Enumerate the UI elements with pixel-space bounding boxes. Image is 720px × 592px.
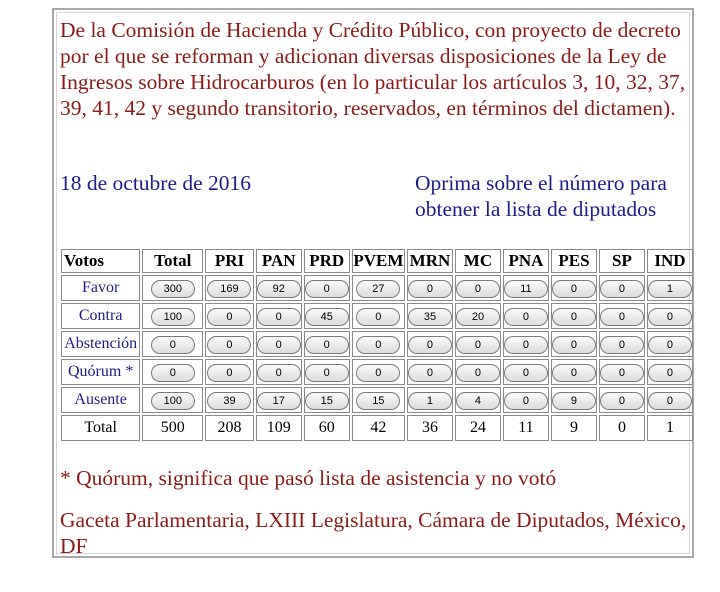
table-row-abstencion	[61, 331, 693, 357]
cell-quorum-ind	[647, 359, 693, 385]
cell-ausente-pvem	[352, 387, 405, 413]
count-button-quorum-pna[interactable]: 0	[504, 364, 548, 382]
cell-contra-pan	[256, 303, 302, 329]
total-cell-mc: 24	[455, 415, 501, 441]
count-button-ausente-mrn[interactable]: 1	[408, 392, 452, 410]
table-row-total	[61, 415, 693, 441]
cell-favor-pan	[256, 275, 302, 301]
cell-favor-prd	[304, 275, 350, 301]
total-cell-pna: 11	[503, 415, 549, 441]
cell-abstencion-pvem	[352, 331, 405, 357]
cell-abstencion-total	[142, 331, 203, 357]
cell-contra-pes	[551, 303, 597, 329]
col-header-mc: MC	[455, 249, 501, 273]
count-button-contra-prd[interactable]: 45	[305, 308, 349, 326]
col-header-total: Total	[142, 249, 203, 273]
count-button-abstencion-mrn[interactable]: 0	[408, 336, 452, 354]
cell-contra-prd	[304, 303, 350, 329]
cell-ausente-sp	[599, 387, 645, 413]
cell-abstencion-mrn	[407, 331, 453, 357]
count-button-contra-pan[interactable]: 0	[257, 308, 301, 326]
cell-contra-pna	[503, 303, 549, 329]
count-button-quorum-mc[interactable]: 0	[456, 364, 500, 382]
row-label-abstencion[interactable]: Abstención	[61, 331, 140, 357]
count-button-ausente-pan[interactable]: 17	[257, 392, 301, 410]
source-footer: Gaceta Parlamentaria, LXIII Legislatura, Cámara de Diputados, México, DF	[60, 508, 687, 558]
count-button-abstencion-pna[interactable]: 0	[504, 336, 548, 354]
count-button-ausente-pna[interactable]: 0	[504, 392, 548, 410]
cell-quorum-mc	[455, 359, 501, 385]
count-button-favor-ind[interactable]: 1	[648, 280, 692, 298]
cell-contra-total	[142, 303, 203, 329]
cell-quorum-total	[142, 359, 203, 385]
cell-abstencion-pna	[503, 331, 549, 357]
row-label-contra[interactable]: Contra	[61, 303, 140, 329]
count-button-abstencion-total[interactable]: 0	[151, 336, 195, 354]
count-button-abstencion-ind[interactable]: 0	[648, 336, 692, 354]
count-button-quorum-pan[interactable]: 0	[257, 364, 301, 382]
col-header-votos: Votos	[61, 249, 140, 273]
cell-quorum-pvem	[352, 359, 405, 385]
cell-abstencion-prd	[304, 331, 350, 357]
count-button-ausente-ind[interactable]: 0	[648, 392, 692, 410]
cell-abstencion-pri	[205, 331, 253, 357]
initiative-description: De la Comisión de Hacienda y Crédito Público, con proyecto de decreto por el que se reforman y adicionan diversas disposiciones de la Ley de Ingresos sobre Hidrocarburos (en lo particular los artículos 3, 10, 32, 37, 39, 41, 42 y segundo transitorio, reservados, en términos del dictamen).	[60, 18, 686, 120]
cell-favor-pes	[551, 275, 597, 301]
count-button-contra-pri[interactable]: 0	[207, 308, 251, 326]
col-header-pna: PNA	[503, 249, 549, 273]
col-header-ind: IND	[647, 249, 693, 273]
cell-ausente-pes	[551, 387, 597, 413]
total-cell-ind: 1	[647, 415, 693, 441]
votes-table	[59, 247, 695, 443]
total-cell-total: 500	[142, 415, 203, 441]
row-label-quorum[interactable]: Quórum *	[61, 359, 140, 385]
cell-abstencion-mc	[455, 331, 501, 357]
cell-favor-mrn	[407, 275, 453, 301]
cell-ausente-prd	[304, 387, 350, 413]
row-label-total: Total	[61, 415, 140, 441]
cell-quorum-pri	[205, 359, 253, 385]
count-button-ausente-sp[interactable]: 0	[600, 392, 644, 410]
total-cell-pan: 109	[256, 415, 302, 441]
count-button-abstencion-pan[interactable]: 0	[257, 336, 301, 354]
count-button-favor-pes[interactable]: 0	[552, 280, 596, 298]
cell-ausente-pna	[503, 387, 549, 413]
cell-favor-sp	[599, 275, 645, 301]
cell-ausente-ind	[647, 387, 693, 413]
count-button-quorum-pri[interactable]: 0	[207, 364, 251, 382]
count-button-quorum-pvem[interactable]: 0	[356, 364, 400, 382]
col-header-prd: PRD	[304, 249, 350, 273]
vote-panel-inner	[56, 12, 690, 558]
count-button-abstencion-sp[interactable]: 0	[600, 336, 644, 354]
count-button-contra-pvem[interactable]: 0	[356, 308, 400, 326]
col-header-pvem: PVEM	[352, 249, 405, 273]
count-button-ausente-pes[interactable]: 9	[552, 392, 596, 410]
count-button-quorum-ind[interactable]: 0	[648, 364, 692, 382]
table-row-favor	[61, 275, 693, 301]
count-button-contra-mc[interactable]: 20	[456, 308, 500, 326]
row-label-ausente[interactable]: Ausente	[61, 387, 140, 413]
vote-date: 18 de octubre de 2016	[60, 171, 252, 195]
cell-favor-mc	[455, 275, 501, 301]
count-button-contra-pna[interactable]: 0	[504, 308, 548, 326]
count-button-contra-sp[interactable]: 0	[600, 308, 644, 326]
cell-ausente-pri	[205, 387, 253, 413]
cell-contra-sp	[599, 303, 645, 329]
count-button-ausente-total[interactable]: 100	[151, 392, 195, 410]
instruction-text: Oprima sobre el número para obtener la lista de diputados	[415, 171, 667, 221]
total-cell-prd: 60	[304, 415, 350, 441]
cell-abstencion-pes	[551, 331, 597, 357]
col-header-sp: SP	[599, 249, 645, 273]
col-header-pes: PES	[551, 249, 597, 273]
cell-favor-ind	[647, 275, 693, 301]
col-header-pan: PAN	[256, 249, 302, 273]
count-button-ausente-prd[interactable]: 15	[305, 392, 349, 410]
count-button-quorum-mrn[interactable]: 0	[408, 364, 452, 382]
vote-panel	[52, 8, 694, 558]
cell-contra-ind	[647, 303, 693, 329]
count-button-abstencion-pri[interactable]: 0	[207, 336, 251, 354]
cell-contra-pvem	[352, 303, 405, 329]
cell-ausente-mrn	[407, 387, 453, 413]
cell-contra-mrn	[407, 303, 453, 329]
count-button-favor-mc[interactable]: 0	[456, 280, 500, 298]
cell-favor-pna	[503, 275, 549, 301]
count-button-contra-ind[interactable]: 0	[648, 308, 692, 326]
total-cell-pri: 208	[205, 415, 253, 441]
count-button-contra-mrn[interactable]: 35	[408, 308, 452, 326]
cell-quorum-mrn	[407, 359, 453, 385]
table-header-row	[61, 249, 693, 273]
count-button-favor-mrn[interactable]: 0	[408, 280, 452, 298]
count-button-favor-pna[interactable]: 11	[504, 280, 548, 298]
count-button-quorum-pes[interactable]: 0	[552, 364, 596, 382]
count-button-quorum-prd[interactable]: 0	[305, 364, 349, 382]
count-button-ausente-mc[interactable]: 4	[456, 392, 500, 410]
count-button-favor-sp[interactable]: 0	[600, 280, 644, 298]
count-button-contra-pes[interactable]: 0	[552, 308, 596, 326]
count-button-favor-pan[interactable]: 92	[257, 280, 301, 298]
count-button-ausente-pvem[interactable]: 15	[356, 392, 400, 410]
count-button-favor-total[interactable]: 300	[151, 280, 195, 298]
count-button-quorum-total[interactable]: 0	[151, 364, 195, 382]
table-row-quorum	[61, 359, 693, 385]
count-button-abstencion-pes[interactable]: 0	[552, 336, 596, 354]
quorum-note: * Quórum, significa que pasó lista de asistencia y no votó	[60, 466, 557, 490]
table-row-contra	[61, 303, 693, 329]
count-button-ausente-pri[interactable]: 39	[207, 392, 251, 410]
count-button-quorum-sp[interactable]: 0	[600, 364, 644, 382]
col-header-pri: PRI	[205, 249, 253, 273]
total-cell-pes: 9	[551, 415, 597, 441]
count-button-abstencion-mc[interactable]: 0	[456, 336, 500, 354]
col-header-mrn: MRN	[407, 249, 453, 273]
cell-quorum-pna	[503, 359, 549, 385]
cell-favor-pri	[205, 275, 253, 301]
cell-favor-total	[142, 275, 203, 301]
cell-contra-pri	[205, 303, 253, 329]
table-row-ausente	[61, 387, 693, 413]
count-button-favor-pvem[interactable]: 27	[356, 280, 400, 298]
cell-quorum-prd	[304, 359, 350, 385]
count-button-abstencion-pvem[interactable]: 0	[356, 336, 400, 354]
cell-ausente-total	[142, 387, 203, 413]
total-cell-mrn: 36	[407, 415, 453, 441]
cell-abstencion-sp	[599, 331, 645, 357]
count-button-favor-pri[interactable]: 169	[207, 280, 251, 298]
cell-contra-mc	[455, 303, 501, 329]
cell-abstencion-ind	[647, 331, 693, 357]
votes-table-body	[61, 275, 693, 441]
cell-quorum-pan	[256, 359, 302, 385]
cell-quorum-sp	[599, 359, 645, 385]
cell-ausente-mc	[455, 387, 501, 413]
cell-favor-pvem	[352, 275, 405, 301]
cell-ausente-pan	[256, 387, 302, 413]
count-button-contra-total[interactable]: 100	[151, 308, 195, 326]
total-cell-pvem: 42	[352, 415, 405, 441]
total-cell-sp: 0	[599, 415, 645, 441]
count-button-abstencion-prd[interactable]: 0	[305, 336, 349, 354]
cell-abstencion-pan	[256, 331, 302, 357]
row-label-favor[interactable]: Favor	[61, 275, 140, 301]
count-button-favor-prd[interactable]: 0	[305, 280, 349, 298]
cell-quorum-pes	[551, 359, 597, 385]
